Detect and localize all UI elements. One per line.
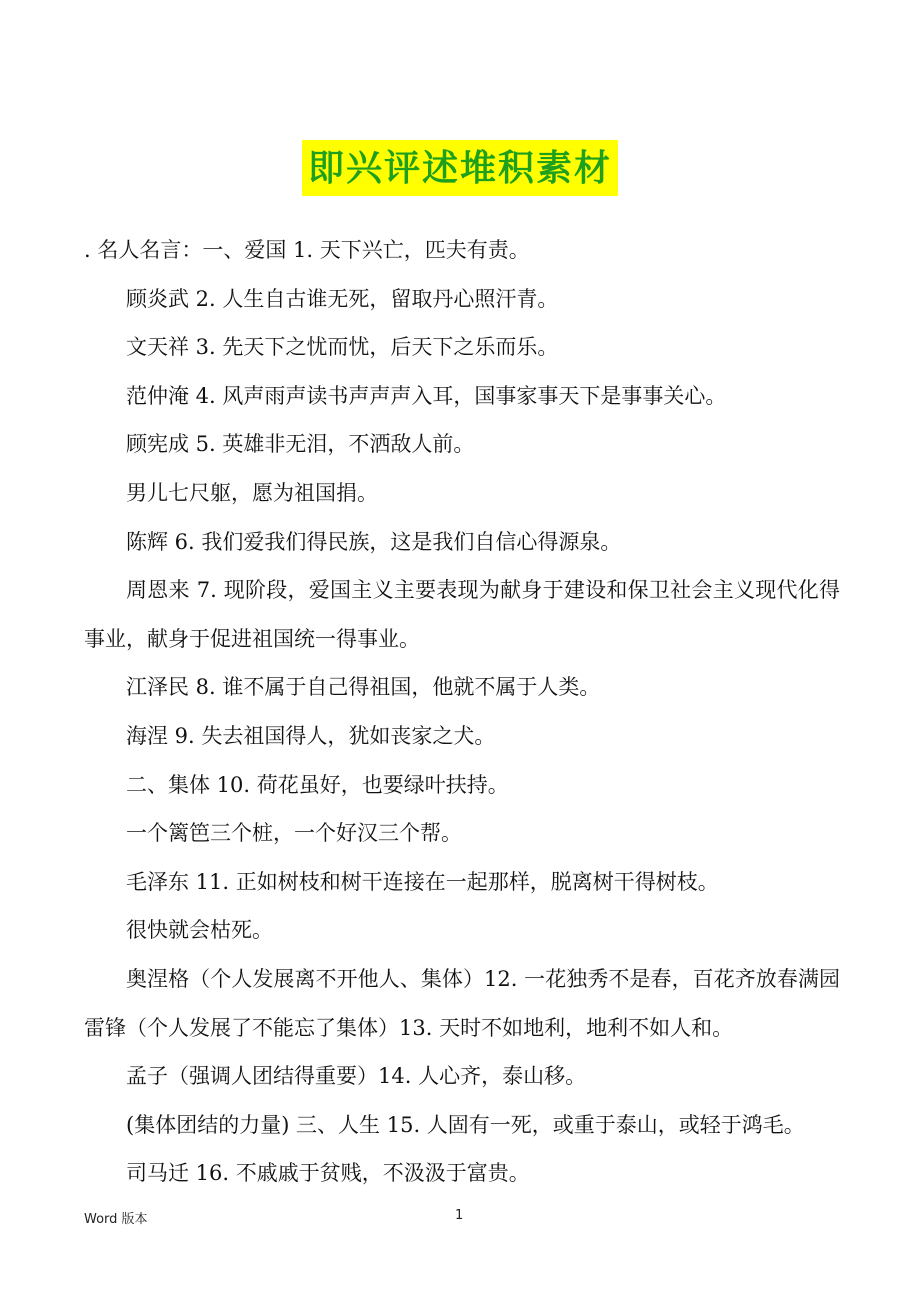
paragraph: 司马迁 16. 不戚戚于贫贱，不汲汲于富贵。	[126, 1161, 530, 1186]
paragraph: 文天祥 3. 先天下之忧而忧，后天下之乐而乐。	[126, 335, 559, 360]
paragraph: 毛泽东 11. 正如树枝和树干连接在一起那样，脱离树干得树枝。	[126, 869, 719, 894]
paragraph: 江泽民 8. 谁不属于自己得祖国，他就不属于人类。	[126, 675, 601, 700]
page-number: 1	[455, 1208, 464, 1223]
paragraph: 陈辉 6. 我们爱我们得民族，这是我们自信心得源泉。	[126, 529, 622, 554]
paragraph: 孟子（强调人团结得重要）14. 人心齐，泰山移。	[126, 1064, 587, 1089]
paragraph: 顾炎武 2. 人生自古谁无死，留取丹心照汗青。	[126, 286, 559, 311]
document-title: 即兴评述堆积素材	[302, 140, 618, 196]
footer-version-label: Word 版本	[84, 1212, 148, 1227]
paragraph: 奥涅格（个人发展离不开他人、集体）12. 一花独秀不是春，百花齐放春满园雷锋（个人发展了不能忘了集体）13. 天时不如地利，地利不如人和。	[84, 966, 840, 1040]
paragraph: 海涅 9. 失去祖国得人，犹如丧家之犬。	[126, 723, 496, 748]
paragraph: 二、集体 10. 荷花虽好，也要绿叶扶持。	[126, 772, 509, 797]
title-container	[0, 140, 920, 196]
paragraph: 顾宪成 5. 英雄非无泪，不洒敌人前。	[126, 432, 475, 457]
paragraph: 一个篱笆三个桩，一个好汉三个帮。	[126, 821, 462, 846]
paragraph: 很快就会枯死。	[126, 918, 273, 943]
paragraph: (集体团结的力量) 三、人生 15. 人固有一死，或重于泰山，或轻于鸿毛。	[126, 1112, 805, 1137]
paragraph: 男儿七尺躯，愿为祖国捐。	[126, 480, 378, 505]
paragraph: 周恩来 7. 现阶段，爱国主义主要表现为献身于建设和保卫社会主义现代化得事业，献身于促进祖国统一得事业。	[84, 578, 840, 651]
document-body	[84, 226, 840, 1198]
paragraph: . 名人名言：一、爱国 1. 天下兴亡，匹夫有责。	[84, 238, 530, 262]
paragraph: 范仲淹 4. 风声雨声读书声声声入耳，国事家事天下是事事关心。	[126, 383, 727, 408]
